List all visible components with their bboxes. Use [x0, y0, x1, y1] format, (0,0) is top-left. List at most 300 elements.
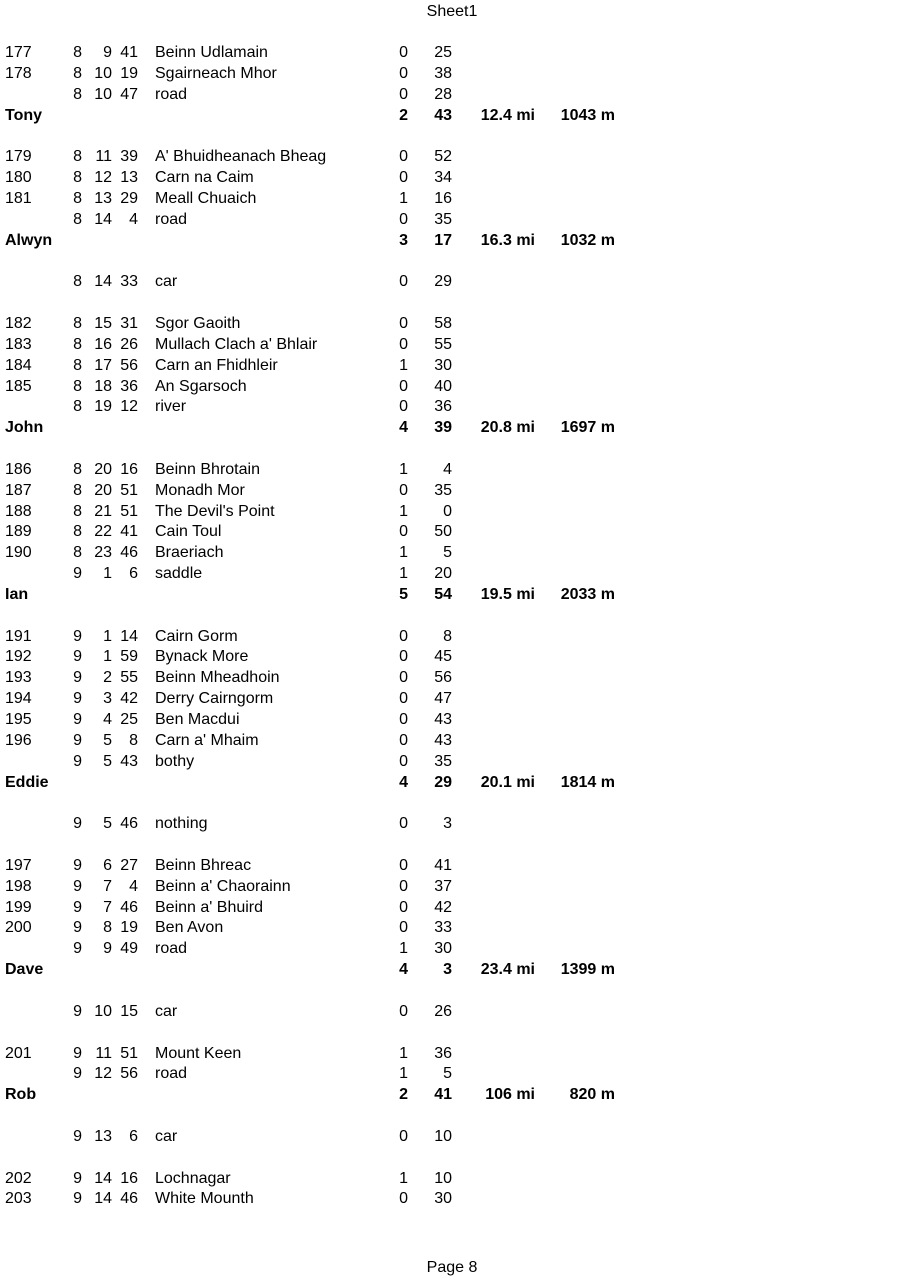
location-name: car — [155, 1127, 178, 1145]
split-hours: 0 — [399, 877, 408, 895]
location-name: Carn an Fhidhleir — [155, 356, 278, 374]
table-row — [0, 564, 904, 585]
table-row — [0, 189, 904, 210]
split-minutes: 0 — [443, 502, 452, 520]
location-name: Beinn Bhreac — [155, 856, 252, 874]
table-row — [0, 85, 904, 106]
time-second: 6 — [129, 1127, 138, 1145]
summit-number: 196 — [5, 731, 32, 749]
split-hours: 0 — [399, 690, 408, 708]
time-hour: 8 — [73, 273, 82, 291]
table-row — [0, 918, 904, 939]
table-row — [0, 898, 904, 919]
time-hour: 9 — [73, 1065, 82, 1083]
leg-ascent: 1814 m — [560, 773, 615, 791]
summit-number: 195 — [5, 711, 32, 728]
table-row — [0, 210, 904, 231]
split-minutes: 5 — [443, 1065, 452, 1083]
location-name: Sgor Gaoith — [155, 314, 241, 332]
split-minutes: 34 — [434, 169, 452, 187]
leg-ascent: 820 m — [569, 1086, 615, 1104]
split-hours: 0 — [399, 398, 408, 416]
summit-number: 200 — [5, 919, 32, 937]
time-minute: 20 — [94, 481, 112, 499]
split-hours: 0 — [399, 335, 408, 353]
time-hour: 8 — [73, 314, 82, 332]
split-minutes: 56 — [434, 669, 452, 687]
location-name: Monadh Mor — [155, 481, 245, 499]
table-row — [0, 377, 904, 398]
time-hour: 9 — [73, 690, 82, 708]
summit-number: 197 — [5, 856, 32, 874]
blank-row — [0, 1023, 904, 1044]
split-hours: 1 — [399, 502, 408, 520]
summit-number: 180 — [5, 169, 32, 187]
location-name: An Sgarsoch — [155, 377, 247, 395]
split-minutes: 35 — [434, 752, 452, 770]
leg-distance: 20.1 mi — [480, 773, 535, 791]
split-hours: 0 — [399, 669, 408, 687]
split-minutes: 45 — [434, 648, 452, 666]
time-minute: 3 — [103, 690, 112, 708]
time-hour: 8 — [73, 85, 82, 103]
time-minute: 1 — [103, 648, 112, 666]
split-minutes: 33 — [434, 919, 452, 937]
table-row — [0, 43, 904, 64]
leg-distance: 12.4 mi — [480, 106, 535, 124]
page-number: Page 8 — [426, 1259, 478, 1276]
time-minute: 20 — [94, 460, 112, 478]
leg-duration-minutes: 54 — [434, 585, 452, 603]
split-hours: 0 — [399, 523, 408, 541]
blank-row — [0, 1148, 904, 1169]
time-minute: 4 — [103, 711, 112, 728]
table-row — [0, 1189, 904, 1210]
summit-number: 203 — [5, 1190, 32, 1208]
split-minutes: 36 — [434, 398, 452, 416]
time-hour: 8 — [73, 523, 82, 541]
table-row — [0, 877, 904, 898]
split-hours: 0 — [399, 898, 408, 916]
time-hour: 9 — [73, 877, 82, 895]
time-minute: 14 — [94, 1169, 112, 1187]
table-row — [0, 272, 904, 293]
schedule-table — [0, 43, 904, 1210]
time-minute: 5 — [103, 815, 112, 833]
leg-distance: 16.3 mi — [480, 231, 535, 249]
split-minutes: 37 — [434, 877, 452, 895]
time-minute: 2 — [103, 669, 112, 687]
blank-row — [0, 1106, 904, 1127]
time-hour: 9 — [73, 731, 82, 749]
leg-distance: 106 mi — [485, 1086, 535, 1104]
leg-duration-hours: 5 — [399, 585, 408, 603]
summit-number: 190 — [5, 544, 32, 562]
time-hour: 8 — [73, 460, 82, 478]
time-second: 29 — [120, 189, 138, 207]
leg-ascent: 1032 m — [560, 231, 615, 249]
split-hours: 0 — [399, 1190, 408, 1208]
time-hour: 9 — [73, 1127, 82, 1145]
location-name: Beinn a' Bhuird — [155, 898, 264, 916]
time-second: 56 — [120, 356, 138, 374]
leg-ascent: 1697 m — [560, 419, 615, 437]
split-minutes: 36 — [434, 1044, 452, 1062]
time-hour: 9 — [73, 1002, 82, 1020]
leg-leader-name: Rob — [5, 1086, 37, 1104]
leg-duration-hours: 2 — [399, 1086, 408, 1104]
time-minute: 19 — [94, 398, 112, 416]
leg-leader-name: Tony — [5, 106, 43, 124]
split-minutes: 26 — [434, 1002, 452, 1020]
time-second: 14 — [120, 627, 138, 645]
split-minutes: 50 — [434, 523, 452, 541]
summit-number: 184 — [5, 356, 32, 374]
table-row — [0, 1002, 904, 1023]
time-second: 42 — [120, 690, 138, 708]
table-row — [0, 731, 904, 752]
summary-row — [0, 1085, 904, 1106]
location-name: Cain Toul — [155, 523, 222, 541]
time-second: 51 — [120, 502, 138, 520]
location-name: bothy — [155, 752, 195, 770]
time-minute: 14 — [94, 273, 112, 291]
blank-row — [0, 793, 904, 814]
split-hours: 0 — [399, 64, 408, 82]
split-hours: 0 — [399, 752, 408, 770]
time-second: 46 — [120, 544, 138, 562]
time-hour: 8 — [73, 210, 82, 228]
split-minutes: 5 — [443, 544, 452, 562]
time-minute: 21 — [94, 502, 112, 520]
time-hour: 8 — [73, 148, 82, 166]
leg-ascent: 2033 m — [560, 585, 615, 603]
leg-leader-name: Alwyn — [5, 231, 53, 249]
table-row — [0, 64, 904, 85]
time-second: 16 — [120, 460, 138, 478]
split-minutes: 43 — [434, 711, 452, 728]
summit-number: 198 — [5, 877, 32, 895]
leg-duration-minutes: 17 — [434, 231, 452, 249]
time-second: 39 — [120, 148, 138, 166]
time-hour: 8 — [73, 544, 82, 562]
leg-leader-name: Eddie — [5, 773, 49, 791]
split-minutes: 35 — [434, 481, 452, 499]
time-hour: 9 — [73, 856, 82, 874]
leg-distance: 20.8 mi — [480, 419, 535, 437]
time-second: 16 — [120, 1169, 138, 1187]
time-minute: 14 — [94, 1190, 112, 1208]
location-name: road — [155, 210, 188, 228]
time-second: 43 — [120, 752, 138, 770]
time-minute: 10 — [94, 1002, 112, 1020]
time-minute: 13 — [94, 189, 112, 207]
table-row — [0, 856, 904, 877]
location-name: Sgairneach Mhor — [155, 64, 277, 82]
leg-duration-minutes: 29 — [434, 773, 452, 791]
split-hours: 0 — [399, 627, 408, 645]
time-hour: 9 — [73, 627, 82, 645]
split-minutes: 10 — [434, 1169, 452, 1187]
split-hours: 1 — [399, 1044, 408, 1062]
table-row — [0, 522, 904, 543]
table-row — [0, 397, 904, 418]
time-second: 26 — [120, 335, 138, 353]
summit-number: 202 — [5, 1169, 32, 1187]
time-second: 41 — [120, 44, 138, 61]
location-name: Ben Avon — [155, 919, 224, 937]
time-second: 13 — [120, 169, 138, 187]
table-row — [0, 627, 904, 648]
time-second: 46 — [120, 898, 138, 916]
table-row — [0, 814, 904, 835]
time-minute: 1 — [103, 627, 112, 645]
time-minute: 14 — [94, 210, 112, 228]
split-minutes: 47 — [434, 690, 452, 708]
time-hour: 9 — [73, 815, 82, 833]
location-name: White Mounth — [155, 1190, 254, 1208]
time-hour: 9 — [73, 752, 82, 770]
time-minute: 8 — [103, 919, 112, 937]
location-name: Bynack More — [155, 648, 249, 666]
time-second: 31 — [120, 314, 138, 332]
split-hours: 1 — [399, 940, 408, 958]
split-minutes: 40 — [434, 377, 452, 395]
table-row — [0, 668, 904, 689]
split-minutes: 55 — [434, 335, 452, 353]
split-minutes: 41 — [434, 856, 452, 874]
location-name: Mount Keen — [155, 1044, 242, 1062]
split-minutes: 35 — [434, 210, 452, 228]
time-hour: 8 — [73, 377, 82, 395]
summit-number: 201 — [5, 1044, 32, 1062]
time-minute: 15 — [94, 314, 112, 332]
time-minute: 5 — [103, 752, 112, 770]
leg-distance: 23.4 mi — [480, 961, 535, 979]
time-second: 19 — [120, 64, 138, 82]
summit-number: 189 — [5, 523, 32, 541]
summary-row — [0, 231, 904, 252]
time-second: 51 — [120, 1044, 138, 1062]
split-minutes: 30 — [434, 356, 452, 374]
split-hours: 1 — [399, 1065, 408, 1083]
time-minute: 23 — [94, 544, 112, 562]
time-hour: 9 — [73, 711, 82, 728]
location-name: Carn na Caim — [155, 169, 254, 187]
time-minute: 11 — [95, 1044, 112, 1062]
time-second: 55 — [120, 669, 138, 687]
table-row — [0, 1169, 904, 1190]
table-row — [0, 356, 904, 377]
split-hours: 1 — [399, 356, 408, 374]
summit-number: 187 — [5, 481, 32, 499]
table-row — [0, 314, 904, 335]
split-hours: 0 — [399, 44, 408, 61]
summary-row — [0, 418, 904, 439]
split-hours: 1 — [399, 565, 408, 583]
table-row — [0, 939, 904, 960]
time-hour: 8 — [73, 335, 82, 353]
blank-row — [0, 251, 904, 272]
time-hour: 9 — [73, 919, 82, 937]
table-row — [0, 481, 904, 502]
time-second: 41 — [120, 523, 138, 541]
time-hour: 8 — [73, 64, 82, 82]
split-hours: 0 — [399, 856, 408, 874]
location-name: car — [155, 273, 178, 291]
split-minutes: 20 — [434, 565, 452, 583]
time-hour: 9 — [73, 1169, 82, 1187]
location-name: road — [155, 85, 188, 103]
split-minutes: 30 — [434, 1190, 452, 1208]
blank-row — [0, 606, 904, 627]
leg-leader-name: Ian — [5, 585, 29, 603]
time-second: 59 — [120, 648, 138, 666]
split-hours: 0 — [399, 1127, 408, 1145]
summit-number: 194 — [5, 690, 32, 708]
leg-duration-minutes: 41 — [434, 1086, 452, 1104]
split-minutes: 38 — [434, 64, 452, 82]
table-row — [0, 647, 904, 668]
location-name: Ben Macdui — [155, 711, 240, 728]
table-row — [0, 543, 904, 564]
leg-leader-name: Dave — [5, 961, 44, 979]
table-row — [0, 460, 904, 481]
time-minute: 1 — [103, 565, 112, 583]
time-second: 56 — [120, 1065, 138, 1083]
time-hour: 8 — [73, 502, 82, 520]
time-minute: 18 — [94, 377, 112, 395]
time-second: 36 — [120, 377, 138, 395]
time-minute: 6 — [103, 856, 112, 874]
split-hours: 0 — [399, 210, 408, 228]
time-second: 33 — [120, 273, 138, 291]
location-name: Meall Chuaich — [155, 189, 257, 207]
location-name: Carn a' Mhaim — [155, 731, 259, 749]
time-minute: 16 — [94, 335, 112, 353]
location-name: road — [155, 940, 188, 958]
split-hours: 0 — [399, 919, 408, 937]
location-name: Derry Cairngorm — [155, 690, 274, 708]
time-hour: 9 — [73, 940, 82, 958]
leg-duration-hours: 2 — [399, 106, 408, 124]
time-minute: 10 — [94, 85, 112, 103]
location-name: Braeriach — [155, 544, 224, 562]
location-name: road — [155, 1065, 188, 1083]
table-row — [0, 710, 904, 731]
time-second: 51 — [120, 481, 138, 499]
time-second: 46 — [120, 815, 138, 833]
time-second: 25 — [120, 711, 138, 728]
table-row — [0, 1044, 904, 1065]
summit-number: 188 — [5, 502, 32, 520]
summit-number: 183 — [5, 335, 32, 353]
time-minute: 22 — [94, 523, 112, 541]
blank-row — [0, 981, 904, 1002]
table-row — [0, 335, 904, 356]
leg-duration-minutes: 43 — [434, 106, 452, 124]
split-minutes: 10 — [434, 1127, 452, 1145]
time-second: 4 — [129, 877, 138, 895]
split-hours: 0 — [399, 377, 408, 395]
split-minutes: 58 — [434, 314, 452, 332]
summit-number: 185 — [5, 377, 32, 395]
split-hours: 1 — [399, 1169, 408, 1187]
table-row — [0, 689, 904, 710]
location-name: The Devil's Point — [155, 502, 275, 520]
time-minute: 12 — [94, 1065, 112, 1083]
summit-number: 199 — [5, 898, 32, 916]
location-name: nothing — [155, 815, 208, 833]
time-hour: 9 — [73, 1190, 82, 1208]
time-second: 47 — [120, 85, 138, 103]
time-second: 8 — [129, 731, 138, 749]
time-hour: 9 — [73, 1044, 82, 1062]
location-name: Cairn Gorm — [155, 627, 238, 645]
time-minute: 9 — [103, 940, 112, 958]
split-hours: 0 — [399, 481, 408, 499]
time-minute: 17 — [94, 356, 112, 374]
leg-duration-hours: 4 — [399, 773, 408, 791]
summit-number: 178 — [5, 64, 32, 82]
summit-number: 193 — [5, 669, 32, 687]
location-name: A' Bhuidheanach Bheag — [155, 148, 327, 166]
time-hour: 8 — [73, 481, 82, 499]
split-hours: 0 — [399, 731, 408, 749]
time-hour: 8 — [73, 44, 82, 61]
split-minutes: 3 — [443, 815, 452, 833]
blank-row — [0, 126, 904, 147]
leg-duration-minutes: 3 — [443, 961, 452, 979]
time-minute: 7 — [103, 898, 112, 916]
leg-duration-hours: 3 — [399, 231, 408, 249]
sheet-title: Sheet1 — [426, 3, 478, 20]
split-hours: 0 — [399, 169, 408, 187]
location-name: river — [155, 398, 187, 416]
table-row — [0, 1064, 904, 1085]
table-row — [0, 502, 904, 523]
split-hours: 0 — [399, 273, 408, 291]
leg-ascent: 1399 m — [560, 961, 615, 979]
split-minutes: 42 — [434, 898, 452, 916]
location-name: Lochnagar — [155, 1169, 231, 1187]
split-minutes: 43 — [434, 731, 452, 749]
time-second: 12 — [120, 398, 138, 416]
table-row — [0, 147, 904, 168]
split-hours: 1 — [399, 460, 408, 478]
time-second: 46 — [120, 1190, 138, 1208]
summit-number: 192 — [5, 648, 32, 666]
time-second: 49 — [120, 940, 138, 958]
split-minutes: 30 — [434, 940, 452, 958]
summary-row — [0, 585, 904, 606]
time-minute: 7 — [103, 877, 112, 895]
split-hours: 0 — [399, 815, 408, 833]
summit-number: 186 — [5, 460, 32, 478]
location-name: Beinn a' Chaorainn — [155, 877, 291, 895]
split-hours: 0 — [399, 1002, 408, 1020]
location-name: saddle — [155, 565, 203, 583]
table-row — [0, 168, 904, 189]
leg-duration-hours: 4 — [399, 419, 408, 437]
split-hours: 0 — [399, 148, 408, 166]
time-second: 4 — [129, 210, 138, 228]
blank-row — [0, 835, 904, 856]
leg-ascent: 1043 m — [560, 106, 615, 124]
leg-leader-name: John — [5, 419, 44, 437]
summary-row — [0, 106, 904, 127]
time-minute: 5 — [103, 731, 112, 749]
